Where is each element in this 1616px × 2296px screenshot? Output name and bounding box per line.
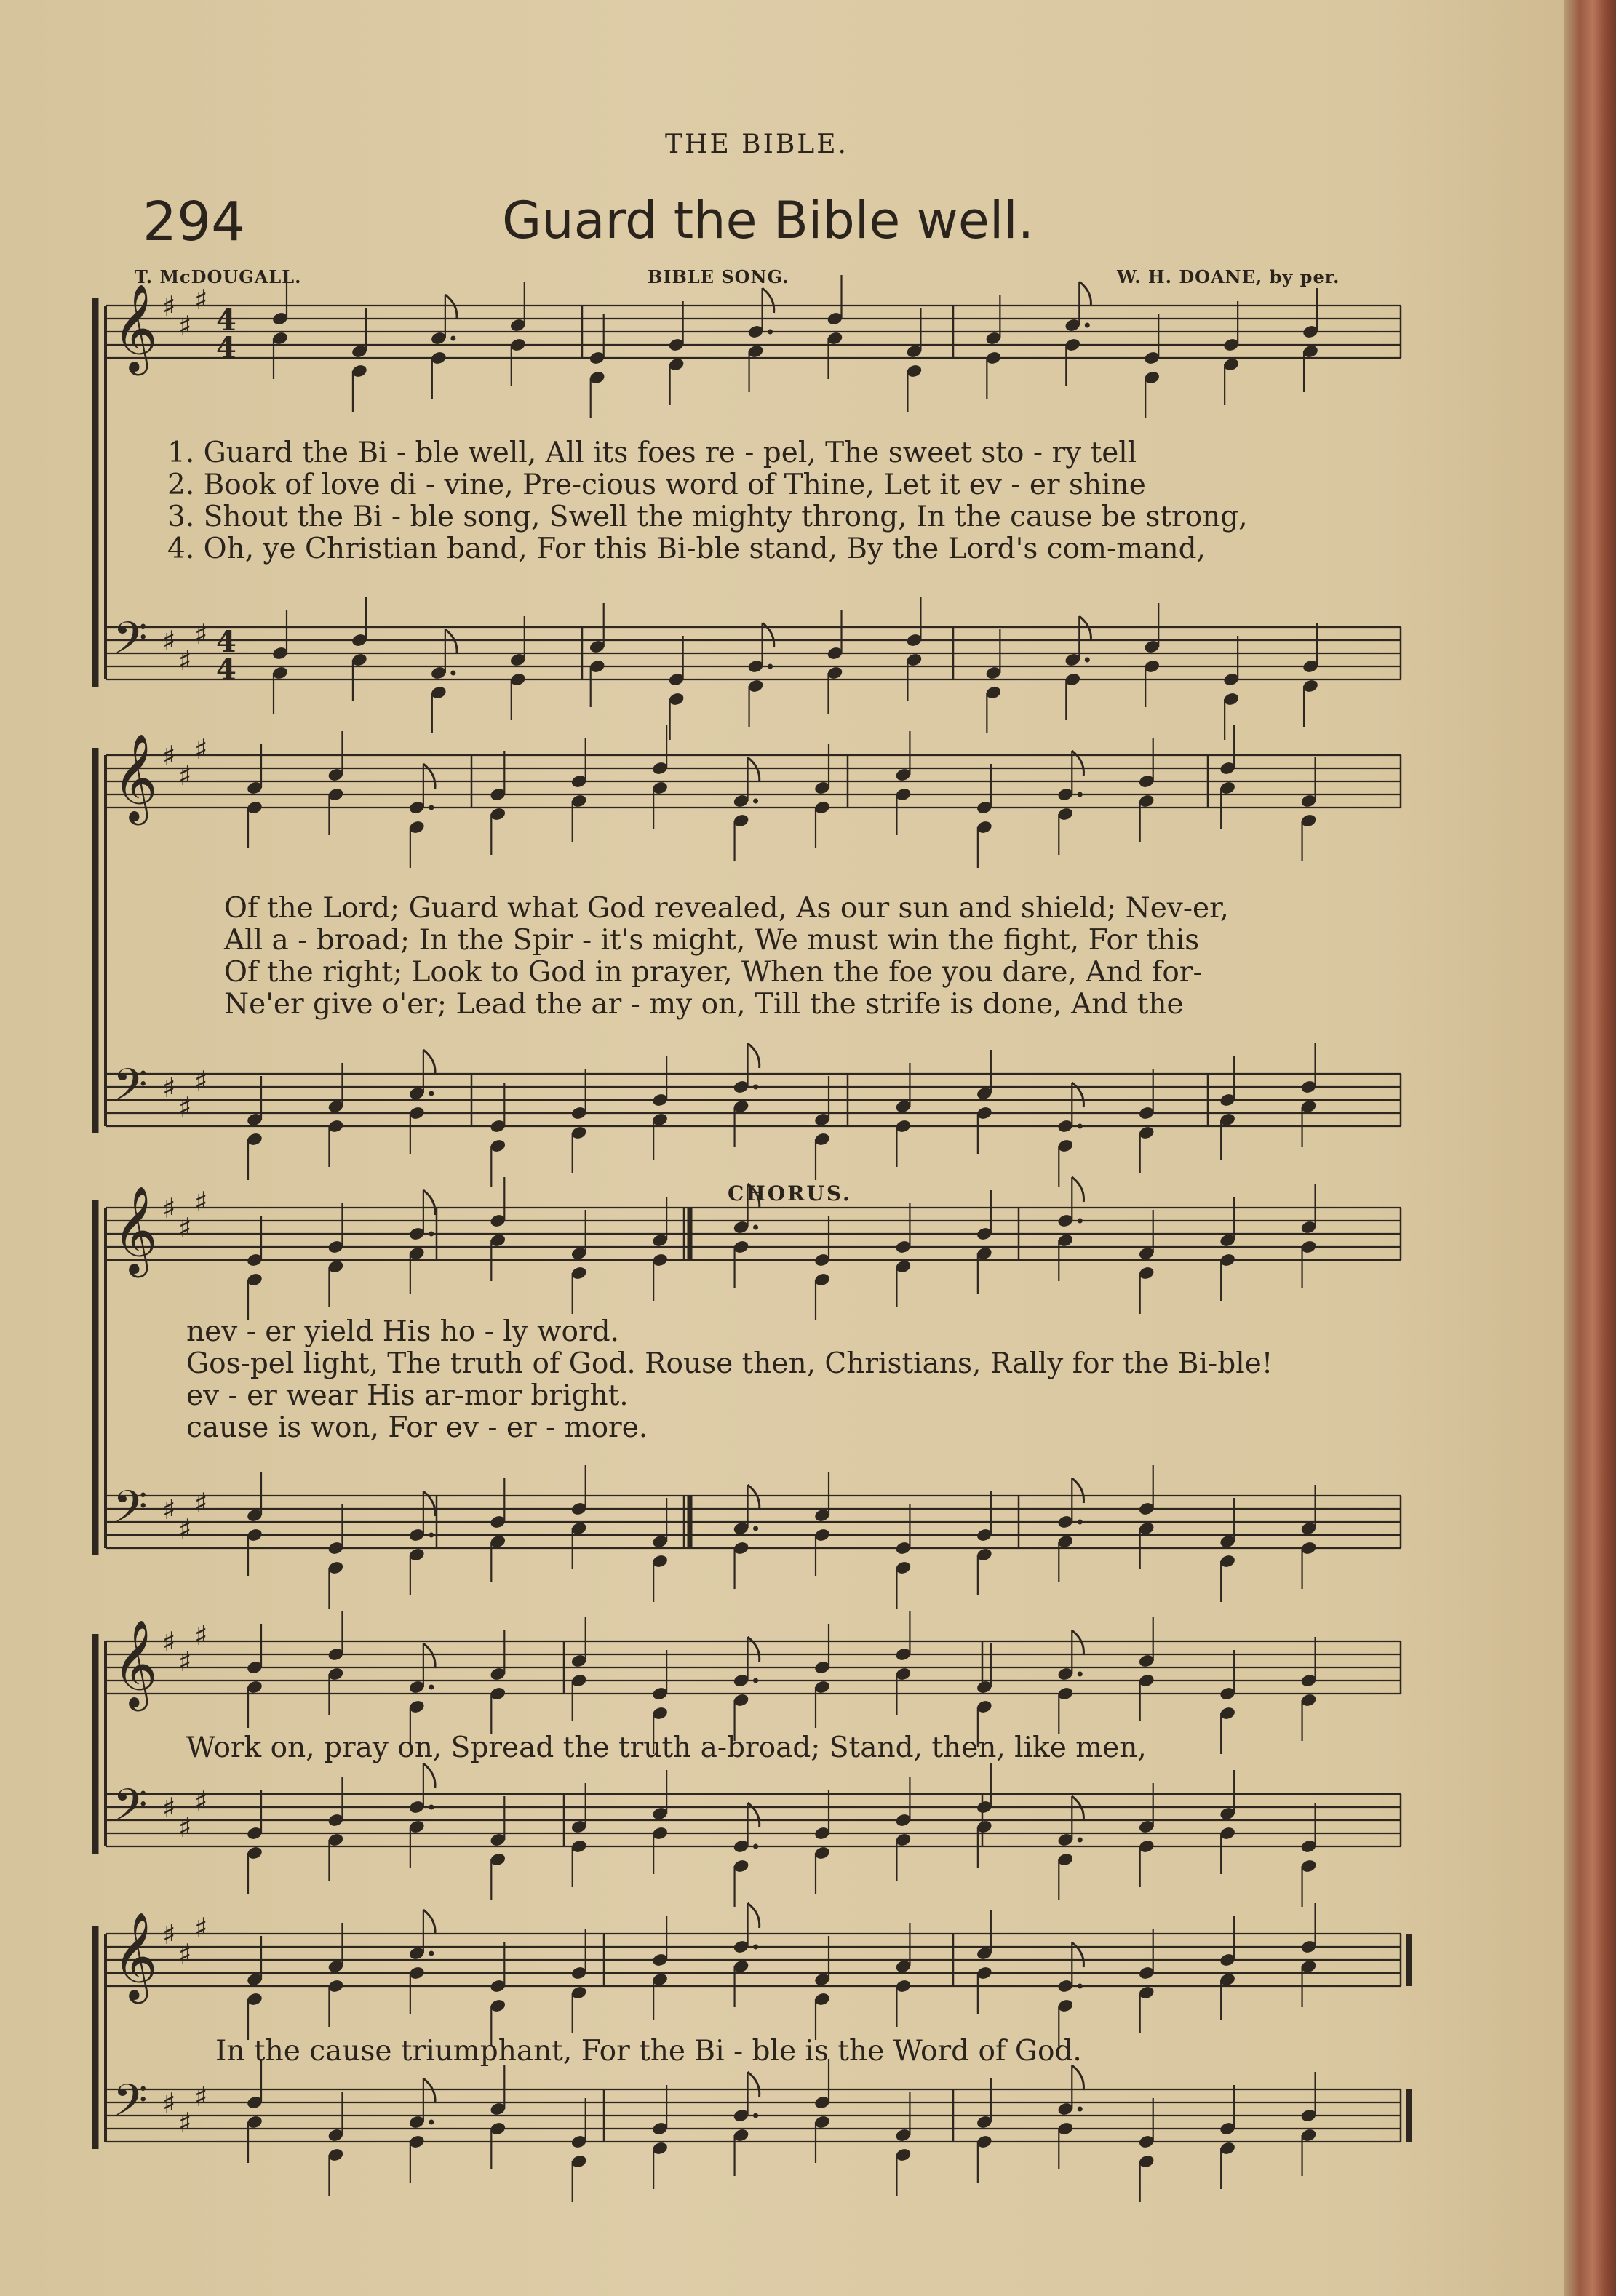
bass-clef-icon: 𝄢	[113, 1059, 148, 1122]
dot	[429, 1533, 434, 1538]
note-flag	[1072, 1478, 1083, 1503]
sharp-icon: ♯	[194, 1785, 208, 1817]
note-flag	[423, 1643, 435, 1668]
sharp-icon: ♯	[178, 1212, 192, 1244]
sharp-icon: ♯	[194, 1619, 208, 1651]
lyric-line: ev - er wear His ar-mor bright.	[186, 1379, 629, 1412]
dot	[1085, 658, 1090, 663]
dot	[429, 2120, 434, 2125]
lyric-line: nev - er yield His ho - ly word.	[186, 1315, 619, 1348]
treble-clef-icon: 𝄞	[113, 733, 158, 821]
note-flag	[763, 288, 774, 313]
dot	[429, 1232, 434, 1237]
sharp-icon: ♯	[178, 1811, 192, 1843]
lyric-line: Gos-pel light, The truth of God. Rouse then, Christians, Rally for the Bi-ble!	[186, 1347, 1273, 1380]
dot	[429, 805, 434, 810]
note-flag	[1079, 282, 1091, 306]
sharp-icon: ♯	[162, 740, 176, 772]
dot	[450, 671, 455, 676]
time-signature: 4	[216, 653, 236, 687]
note-flag	[1072, 1796, 1083, 1821]
dot	[753, 1945, 758, 1950]
note-flag	[1072, 1177, 1083, 1202]
hymn-title: Guard the Bible well.	[502, 191, 1035, 250]
bass-staff	[106, 2059, 1409, 2202]
note-flag	[423, 1050, 435, 1075]
dot	[429, 1805, 434, 1810]
dot	[768, 664, 773, 669]
note-flag	[1072, 2065, 1083, 2090]
dot	[1078, 2107, 1083, 2112]
treble-staff	[106, 275, 1401, 418]
sharp-icon: ♯	[162, 1494, 176, 1526]
sharp-icon: ♯	[162, 1072, 176, 1104]
hymn-number: 294	[143, 191, 246, 253]
sharp-icon: ♯	[162, 1626, 176, 1658]
composer-credit: W. H. DOANE, by per.	[1117, 266, 1340, 287]
treble-clef-icon: 𝄞	[113, 283, 158, 372]
sharp-icon: ♯	[178, 1091, 192, 1123]
note-flag	[1079, 616, 1091, 641]
sharp-icon: ♯	[178, 1938, 192, 1970]
dot	[768, 330, 773, 335]
sharp-icon: ♯	[194, 733, 208, 765]
section-header: THE BIBLE.	[665, 129, 848, 159]
sharp-icon: ♯	[178, 2107, 192, 2139]
treble-clef-icon: 𝄞	[113, 1619, 158, 1707]
dot	[753, 2113, 758, 2118]
bass-clef-icon: 𝄢	[113, 1481, 148, 1544]
dot	[1078, 792, 1083, 797]
dot	[753, 1844, 758, 1849]
sharp-icon: ♯	[178, 1646, 192, 1678]
bass-staff	[106, 1763, 1401, 1907]
sharp-icon: ♯	[178, 1513, 192, 1545]
dot	[429, 1685, 434, 1690]
lyric-line: 4. Oh, ye Christian band, For this Bi-ble stand, By the Lord's com-mand,	[167, 533, 1206, 565]
sharp-icon: ♯	[162, 2087, 176, 2119]
lyric-line: Of the Lord; Guard what God revealed, As our sun and shield; Nev-er,	[224, 892, 1229, 925]
author-credit: T. McDOUGALL.	[135, 266, 302, 287]
sharp-icon: ♯	[194, 618, 208, 650]
lyric-line: All a - broad; In the Spir - it's might, We must win the fight, For this	[224, 924, 1200, 957]
note-flag	[423, 2078, 435, 2103]
dot	[753, 1526, 758, 1531]
lyric-line: Ne'er give o'er; Lead the ar - my on, Till the strife is done, And the	[224, 988, 1184, 1021]
note-flag	[748, 1903, 760, 1928]
lyric-line: 1. Guard the Bi - ble well, All its foes re - pel, The sweet sto - ry tell	[167, 437, 1137, 469]
dot	[753, 1225, 758, 1230]
note-flag	[423, 1910, 435, 1934]
dot	[1078, 1520, 1083, 1525]
note-flag	[748, 2072, 760, 2097]
dot	[1085, 323, 1090, 328]
note-flag	[748, 757, 760, 782]
note-flag	[748, 1485, 760, 1510]
dot	[429, 1091, 434, 1096]
bass-clef-icon: 𝄢	[113, 1779, 148, 1842]
sharp-icon: ♯	[194, 1186, 208, 1218]
dot	[450, 336, 455, 341]
sharp-icon: ♯	[178, 310, 192, 342]
dot	[1078, 1672, 1083, 1677]
sharp-icon: ♯	[162, 625, 176, 657]
sharp-icon: ♯	[194, 284, 208, 316]
lyric-line: In the cause triumphant, For the Bi - ble is the Word of God.	[215, 2035, 1082, 2068]
treble-staff	[106, 725, 1401, 868]
sharp-icon: ♯	[162, 290, 176, 322]
note-flag	[748, 1043, 760, 1068]
lyric-line: Work on, pray on, Spread the truth a-broad; Stand, then, like men,	[186, 1731, 1147, 1764]
lyric-line: 3. Shout the Bi - ble song, Swell the mighty throng, In the cause be strong,	[167, 501, 1248, 533]
lyric-line: 2. Book of love di - vine, Pre-cious word of Thine, Let it ev - er shine	[167, 469, 1146, 501]
sharp-icon: ♯	[194, 1912, 208, 1944]
sharp-icon: ♯	[178, 760, 192, 792]
bass-clef-icon: 𝄢	[113, 613, 148, 675]
dot	[1078, 1124, 1083, 1129]
time-signature: 4	[216, 303, 236, 338]
note-flag	[445, 629, 457, 654]
dot	[753, 1678, 758, 1683]
sharp-icon: ♯	[178, 645, 192, 677]
note-flag	[423, 1763, 435, 1788]
sharp-icon: ♯	[162, 1192, 176, 1224]
note-flag	[1072, 1630, 1083, 1655]
dot	[1078, 1838, 1083, 1843]
dot	[429, 1951, 434, 1956]
lyric-line: cause is won, For ev - er - more.	[186, 1411, 648, 1444]
treble-staff	[106, 1177, 1401, 1320]
dot	[1078, 1219, 1083, 1224]
time-signature: 4	[216, 625, 236, 659]
lyric-line: Of the right; Look to God in prayer, When the foe you dare, And for-	[224, 956, 1203, 989]
dot	[1078, 1984, 1083, 1989]
bass-clef-icon: 𝄢	[113, 2075, 148, 2137]
sharp-icon: ♯	[194, 1065, 208, 1097]
treble-clef-icon: 𝄞	[113, 1911, 158, 2000]
bass-staff	[106, 597, 1401, 740]
sharp-icon: ♯	[194, 2081, 208, 2113]
bass-staff	[106, 1043, 1401, 1187]
bass-staff	[106, 1465, 1401, 1609]
time-signature: 4	[216, 331, 236, 365]
dot	[753, 799, 758, 804]
note-flag	[423, 1190, 435, 1215]
note-flag	[748, 1184, 760, 1208]
sharp-icon: ♯	[162, 1792, 176, 1824]
treble-clef-icon: 𝄞	[113, 1185, 158, 1274]
dot	[753, 1085, 758, 1090]
hymn-subtitle: BIBLE SONG.	[648, 266, 789, 287]
treble-staff	[106, 1903, 1409, 2046]
sharp-icon: ♯	[194, 1487, 208, 1519]
chorus-label: CHORUS.	[728, 1181, 852, 1205]
note-flag	[445, 295, 457, 319]
sharp-icon: ♯	[162, 1918, 176, 1950]
